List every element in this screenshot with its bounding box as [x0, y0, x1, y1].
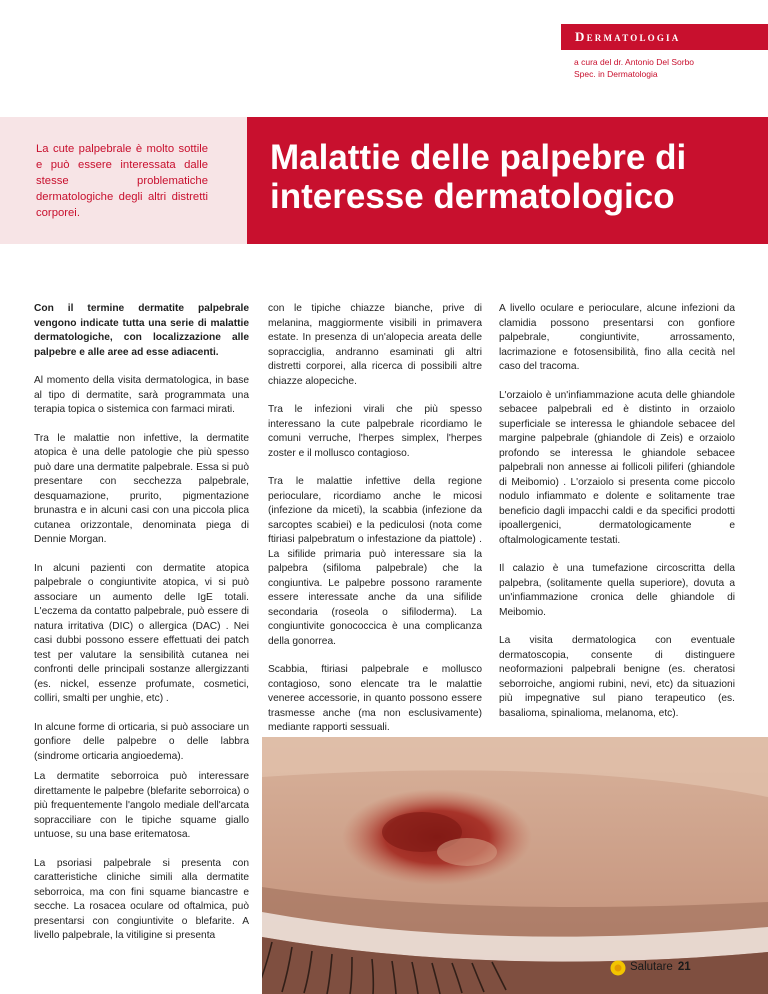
paragraph: Tra le malattie non infettive, la dermatite atopica è una delle patologie che più spesso può dare una dermatite palpebrale. Essa si può presentare con secchezza palpebrale, desquamazione, prurito, pigmentazione brunastra e in alcuni casi con una piccola plica cutanea orizzontale, denominata piega di Dennie Morgan.: [34, 432, 249, 545]
paragraph: Al momento della visita dermatologica, in base al tipo di dermatite, sarà programmata una terapia topica o sistemica con farmaci mirati.: [34, 375, 249, 415]
article-title: Malattie delle palpebre di interesse dermatologico: [270, 138, 687, 216]
paragraph: A livello oculare e perioculare, alcune infezioni da clamidia possono presentarsi con gonfiore palpebrale, congiuntivite, arrossamento, lacrimazione e fotosensibilità, fino alla cecità nel caso del tracoma.: [499, 303, 735, 372]
curator-credit: [574, 56, 694, 80]
paragraph: La psoriasi palpebrale si presenta con caratteristiche cliniche simili alla dermatite seborroica, ma con fini squame biancastre e secche. La rosacea oculare od oftalmica, può presentarsi con congiuntivite o blefarite. A livello palpebrale, la vitiligine si presenta: [34, 857, 249, 941]
footer-text: [630, 961, 691, 973]
paragraph: La dermatite seborroica può interessare direttamente le palpebre (blefarite seborroica) o più frequentemente l'angolo mediale dell'arcata sopracciliare con le tipiche squame giallo untuose, su una base eritematosa.: [34, 771, 249, 840]
lead-paragraph: Con il termine dermatite palpebrale vengono indicate tutta una serie di malattie dermatologiche, con localizzazione alle palpebre e alle aree ad esse adiacenti.: [34, 303, 249, 358]
paragraph: Tra le infezioni virali che più spesso interessano la cute palpebrale ricordiamo le comuni verruche, l'herpes simplex, l'herpes zoster e il mollusco contagioso.: [268, 404, 482, 459]
paragraph: Il calazio è una tumefazione circoscritta della palpebra, (solitamente quella superiore), dovuta a un'infiammazione cronica delle ghiandole di Meibomio.: [499, 563, 735, 618]
column-3: [499, 302, 735, 735]
paragraph: Tra le malattie infettive della regione perioculare, ricordiamo anche le micosi (infezione da miceti), la scabbia (infezione da sarcoptes scabiei) e la pediculosi (nota come ftiriasi palpebratum o infestazione da piattole) . La sifilide primaria può interessare sia la palpebra (sifiloma palpebrale) che la congiuntiva. Le palpebre possono raramente essere interessate anche da una sifilide secondaria (roseola o sifiloderma). La congiuntivite gonococcica è una complicanza della gonorrea.: [268, 476, 482, 647]
magazine-name: Salutare: [630, 961, 673, 973]
eyelid-illustration: [262, 737, 768, 994]
curator-spec: Spec. in Dermatologia: [574, 69, 658, 79]
intro-text: La cute palpebrale è molto sottile e può essere interessata dalle stesse problematiche dermatologiche degli altri distretti corporei.: [36, 143, 208, 219]
sun-logo-icon: [610, 960, 626, 976]
curator-name: a cura del dr. Antonio Del Sorbo: [574, 57, 695, 67]
section-title: Dermatologia: [575, 29, 681, 44]
page-number: 21: [677, 961, 691, 973]
paragraph: L'orzaiolo è un'infiammazione acuta delle ghiandole sebacee palpebrali ed è distinto in orzaiolo superficiale se interessa le ghiandole sebacee del margine palpebrale (ghiandole di Zeis) e orzaiolo profondo se interessa le ghiandole sebacee palpebrali non annesse ai follicoli piliferi (ghiandole di Meibomio) . L'orzaiolo si presenta come piccolo nodulo infiammato e dolente e solitamente trae beneficio dagli impacchi caldi e da specifici prodotti ipoallergenici, dermatologicamente e oftalmologicamente testati.: [499, 389, 735, 546]
paragraph: La visita dermatologica con eventuale dermatoscopia, consente di distinguere neoformazioni palpebrali benigne (es. cheratosi seborroiche, angiomi rubini, nevi, etc) da situazioni più impegnative sul piano terapeutico (es. basalioma, spinalioma, melanoma, etc).: [499, 635, 735, 719]
paragraph: Scabbia, ftiriasi palpebrale e mollusco contagioso, sono elencate tra le malattie veneree accessorie, in quanto possono essere trasmesse anche (ma non esclusivamente) mediante rapporti sessuali.: [268, 664, 482, 733]
column-1-bottom: [34, 770, 249, 958]
eyelid-photo: [262, 737, 768, 994]
section-banner: [561, 24, 768, 50]
paragraph: In alcuni pazienti con dermatite atopica palpebrale o congiuntivite atopica, vi si può associare un aumento delle IgE totali. L'eczema da contatto palpebrale, può essere di natura irritativa (DIC) o allergica (DAC) . Nei casi dubbi possono essere effettuati dei patch test per valutare la sensibilità cutanea nei confronti delle principali sostanze allergizzanti (es. nickel, essenze profumate, cosmetici, colliri, smalti per unghie, etc) .: [34, 562, 249, 704]
title-box: [247, 117, 768, 244]
paragraph: In alcune forme di orticaria, si può associare un gonfiore delle palpebre o delle labbra (sindrome orticaria angioedema).: [34, 721, 249, 762]
paragraph: con le tipiche chiazze bianche, prive di melanina, maggiormente visibili in primavera estate. In presenza di un'alopecia areata delle sopracciglia, andranno esaminati gli altri distretti corporei, alla ricerca di possibili altre chiazze alopeciche.: [268, 303, 482, 387]
column-1: [34, 302, 249, 778]
column-2: [268, 302, 482, 750]
intro-box: [0, 117, 247, 244]
